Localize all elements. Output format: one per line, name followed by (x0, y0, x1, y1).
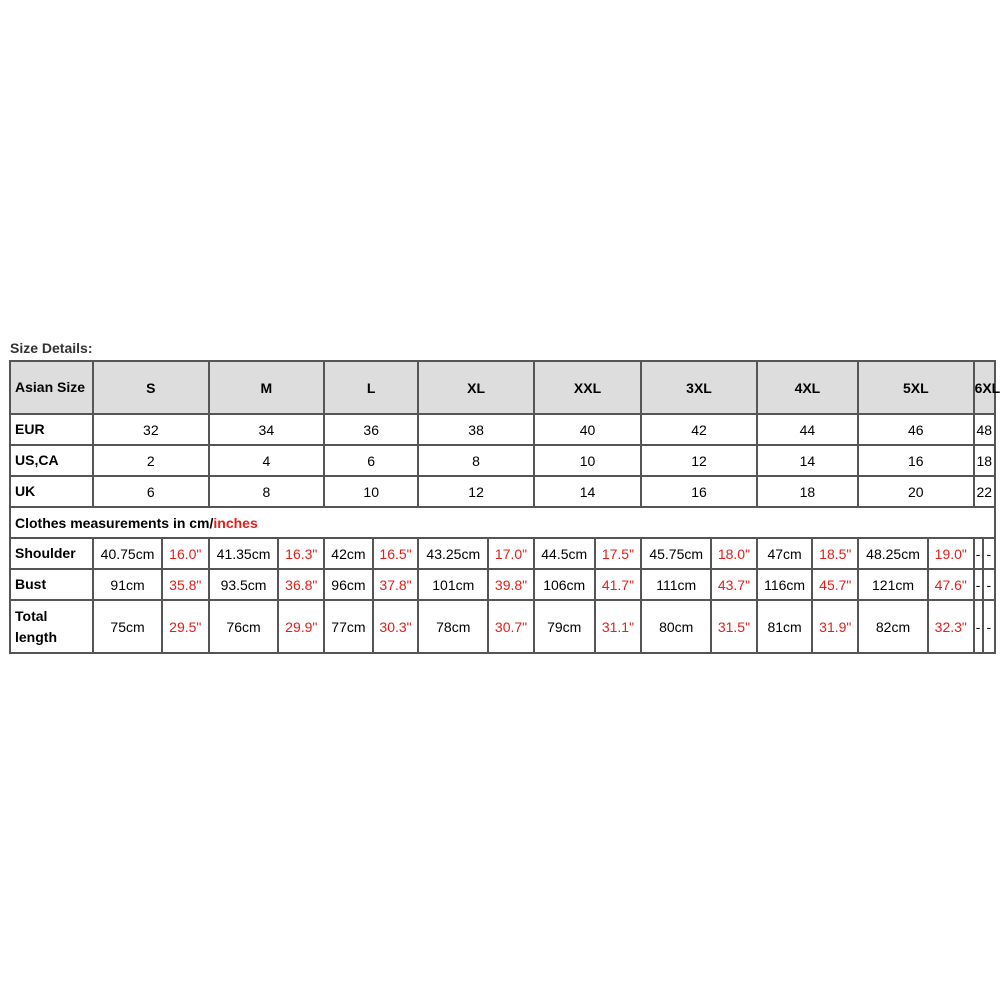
size-header-5xl: 5XL (858, 361, 974, 414)
table-cell-inch: 16.3" (278, 538, 324, 569)
size-header-row (10, 361, 995, 414)
table-cell: 14 (534, 476, 641, 507)
size-header-xxl: XXL (534, 361, 641, 414)
table-cell: 6 (93, 476, 209, 507)
table-cell-inch: 18.5" (812, 538, 858, 569)
measurement-row-shoulder (10, 538, 995, 569)
asian-size-header: Asian Size (10, 361, 93, 414)
table-cell-cm: 41.35cm (209, 538, 279, 569)
table-cell-cm: 111cm (641, 569, 711, 600)
table-cell: 10 (534, 445, 641, 476)
table-cell: 4 (209, 445, 325, 476)
size-header-m: M (209, 361, 325, 414)
table-cell-inch: 35.8" (162, 569, 209, 600)
table-cell: 12 (418, 476, 534, 507)
table-cell-inch: 31.5" (711, 600, 757, 653)
size-header-6xl: 6XL (974, 361, 995, 414)
table-cell: 36 (324, 414, 418, 445)
table-cell: 40 (534, 414, 641, 445)
table-cell-inch: - (983, 569, 995, 600)
row-label-uk: UK (10, 476, 93, 507)
table-cell-inch: 29.5" (162, 600, 209, 653)
table-cell-inch: 16.0" (162, 538, 209, 569)
table-cell: 32 (93, 414, 209, 445)
table-cell-inch: 17.0" (488, 538, 534, 569)
table-cell-inch: 29.9" (278, 600, 324, 653)
table-cell-inch: 37.8" (373, 569, 419, 600)
table-cell-inch: 16.5" (373, 538, 419, 569)
table-cell: 14 (757, 445, 858, 476)
table-cell: 42 (641, 414, 757, 445)
table-cell: 8 (209, 476, 325, 507)
table-cell-cm: 40.75cm (93, 538, 162, 569)
size-header-xl: XL (418, 361, 534, 414)
conversion-row-eur (10, 414, 995, 445)
table-cell-inch: 41.7" (595, 569, 642, 600)
table-cell: 22 (974, 476, 995, 507)
table-cell: 20 (858, 476, 974, 507)
table-cell-inch: 30.3" (373, 600, 419, 653)
table-cell-cm: 44.5cm (534, 538, 595, 569)
table-cell-inch: - (983, 538, 995, 569)
table-cell-cm: 106cm (534, 569, 595, 600)
table-cell-inch: 19.0" (928, 538, 974, 569)
size-header-3xl: 3XL (641, 361, 757, 414)
table-cell-cm: 48.25cm (858, 538, 928, 569)
table-cell-cm: 75cm (93, 600, 162, 653)
table-cell-inch: - (983, 600, 995, 653)
table-cell-cm: 42cm (324, 538, 373, 569)
table-cell-cm: 80cm (641, 600, 711, 653)
section-label-inches: inches (213, 514, 258, 531)
table-cell-inch: 18.0" (711, 538, 757, 569)
row-label-shoulder: Shoulder (10, 538, 93, 569)
table-cell-cm: 76cm (209, 600, 279, 653)
table-cell-cm: 79cm (534, 600, 595, 653)
measurement-row-bust (10, 569, 995, 600)
table-cell-inch: 39.8" (488, 569, 534, 600)
table-cell: 34 (209, 414, 325, 445)
table-cell-inch: 43.7" (711, 569, 757, 600)
table-cell: 16 (858, 445, 974, 476)
table-cell-inch: 36.8" (278, 569, 324, 600)
size-header-l: L (324, 361, 418, 414)
table-cell-cm: 121cm (858, 569, 928, 600)
table-cell-cm: 77cm (324, 600, 373, 653)
size-header-4xl: 4XL (757, 361, 858, 414)
table-cell-cm: 93.5cm (209, 569, 279, 600)
table-cell-cm: - (974, 538, 983, 569)
table-cell-cm: 116cm (757, 569, 813, 600)
table-cell-inch: 31.9" (812, 600, 858, 653)
table-cell-inch: 17.5" (595, 538, 642, 569)
table-cell-cm: 78cm (418, 600, 488, 653)
table-cell: 8 (418, 445, 534, 476)
table-cell: 48 (974, 414, 995, 445)
table-cell-cm: 45.75cm (641, 538, 711, 569)
row-label-bust: Bust (10, 569, 93, 600)
table-cell-cm: 82cm (858, 600, 928, 653)
measurements-section-heading (10, 507, 995, 538)
table-cell-cm: 47cm (757, 538, 813, 569)
row-label-total-length: Total length (10, 600, 93, 653)
table-cell: 16 (641, 476, 757, 507)
table-cell-inch: 45.7" (812, 569, 858, 600)
row-label-us-ca: US,CA (10, 445, 93, 476)
table-cell-inch: 47.6" (928, 569, 974, 600)
table-cell-inch: 30.7" (488, 600, 534, 653)
table-cell: 12 (641, 445, 757, 476)
table-cell-inch: 31.1" (595, 600, 642, 653)
table-cell: 6 (324, 445, 418, 476)
conversion-row-uk (10, 476, 995, 507)
table-cell: 2 (93, 445, 209, 476)
table-cell: 10 (324, 476, 418, 507)
table-cell: 18 (757, 476, 858, 507)
table-cell-cm: 91cm (93, 569, 162, 600)
table-cell: 44 (757, 414, 858, 445)
size-header-s: S (93, 361, 209, 414)
table-cell: 46 (858, 414, 974, 445)
table-cell-inch: 32.3" (928, 600, 974, 653)
measurements-section-row (10, 507, 995, 538)
row-label-eur: EUR (10, 414, 93, 445)
size-chart-table (9, 360, 1000, 654)
section-label-cm: Clothes measurements in cm/ (15, 514, 214, 531)
table-cell-cm: 43.25cm (418, 538, 488, 569)
table-cell-cm: - (974, 569, 983, 600)
measurement-row-total-length (10, 600, 995, 653)
table-cell-cm: - (974, 600, 983, 653)
table-cell-cm: 101cm (418, 569, 488, 600)
table-cell-cm: 96cm (324, 569, 373, 600)
table-cell: 38 (418, 414, 534, 445)
table-cell: 18 (974, 445, 995, 476)
conversion-row-us-ca (10, 445, 995, 476)
size-details-caption: Size Details: (10, 340, 93, 356)
table-cell-cm: 81cm (757, 600, 813, 653)
